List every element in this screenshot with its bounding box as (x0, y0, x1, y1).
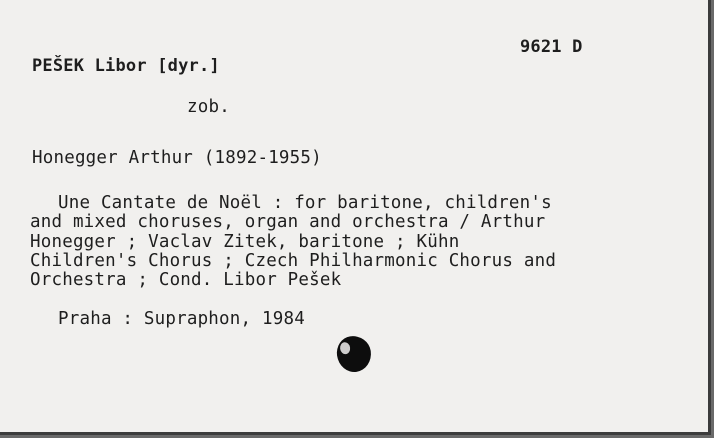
heading-name: PEŠEK Libor [dyr.] (32, 56, 220, 76)
punch-hole-icon (335, 334, 374, 374)
description-line: Honegger ; Vaclav Zitek, baritone ; Kühn (30, 232, 460, 252)
imprint-line: Praha : Supraphon, 1984 (58, 309, 305, 329)
description-line: Children's Chorus ; Czech Philharmonic Chorus and (30, 251, 557, 271)
description-line: Orchestra ; Cond. Libor Pešek (30, 270, 342, 290)
author-entry: Honegger Arthur (1892-1955) (32, 148, 322, 168)
description-line: and mixed choruses, organ and orchestra / Arthur (30, 212, 546, 232)
call-number: 9621 D (520, 37, 583, 57)
cross-reference-note: zob. (187, 97, 230, 117)
description-line: Une Cantate de Noël : for baritone, children's (58, 193, 552, 213)
